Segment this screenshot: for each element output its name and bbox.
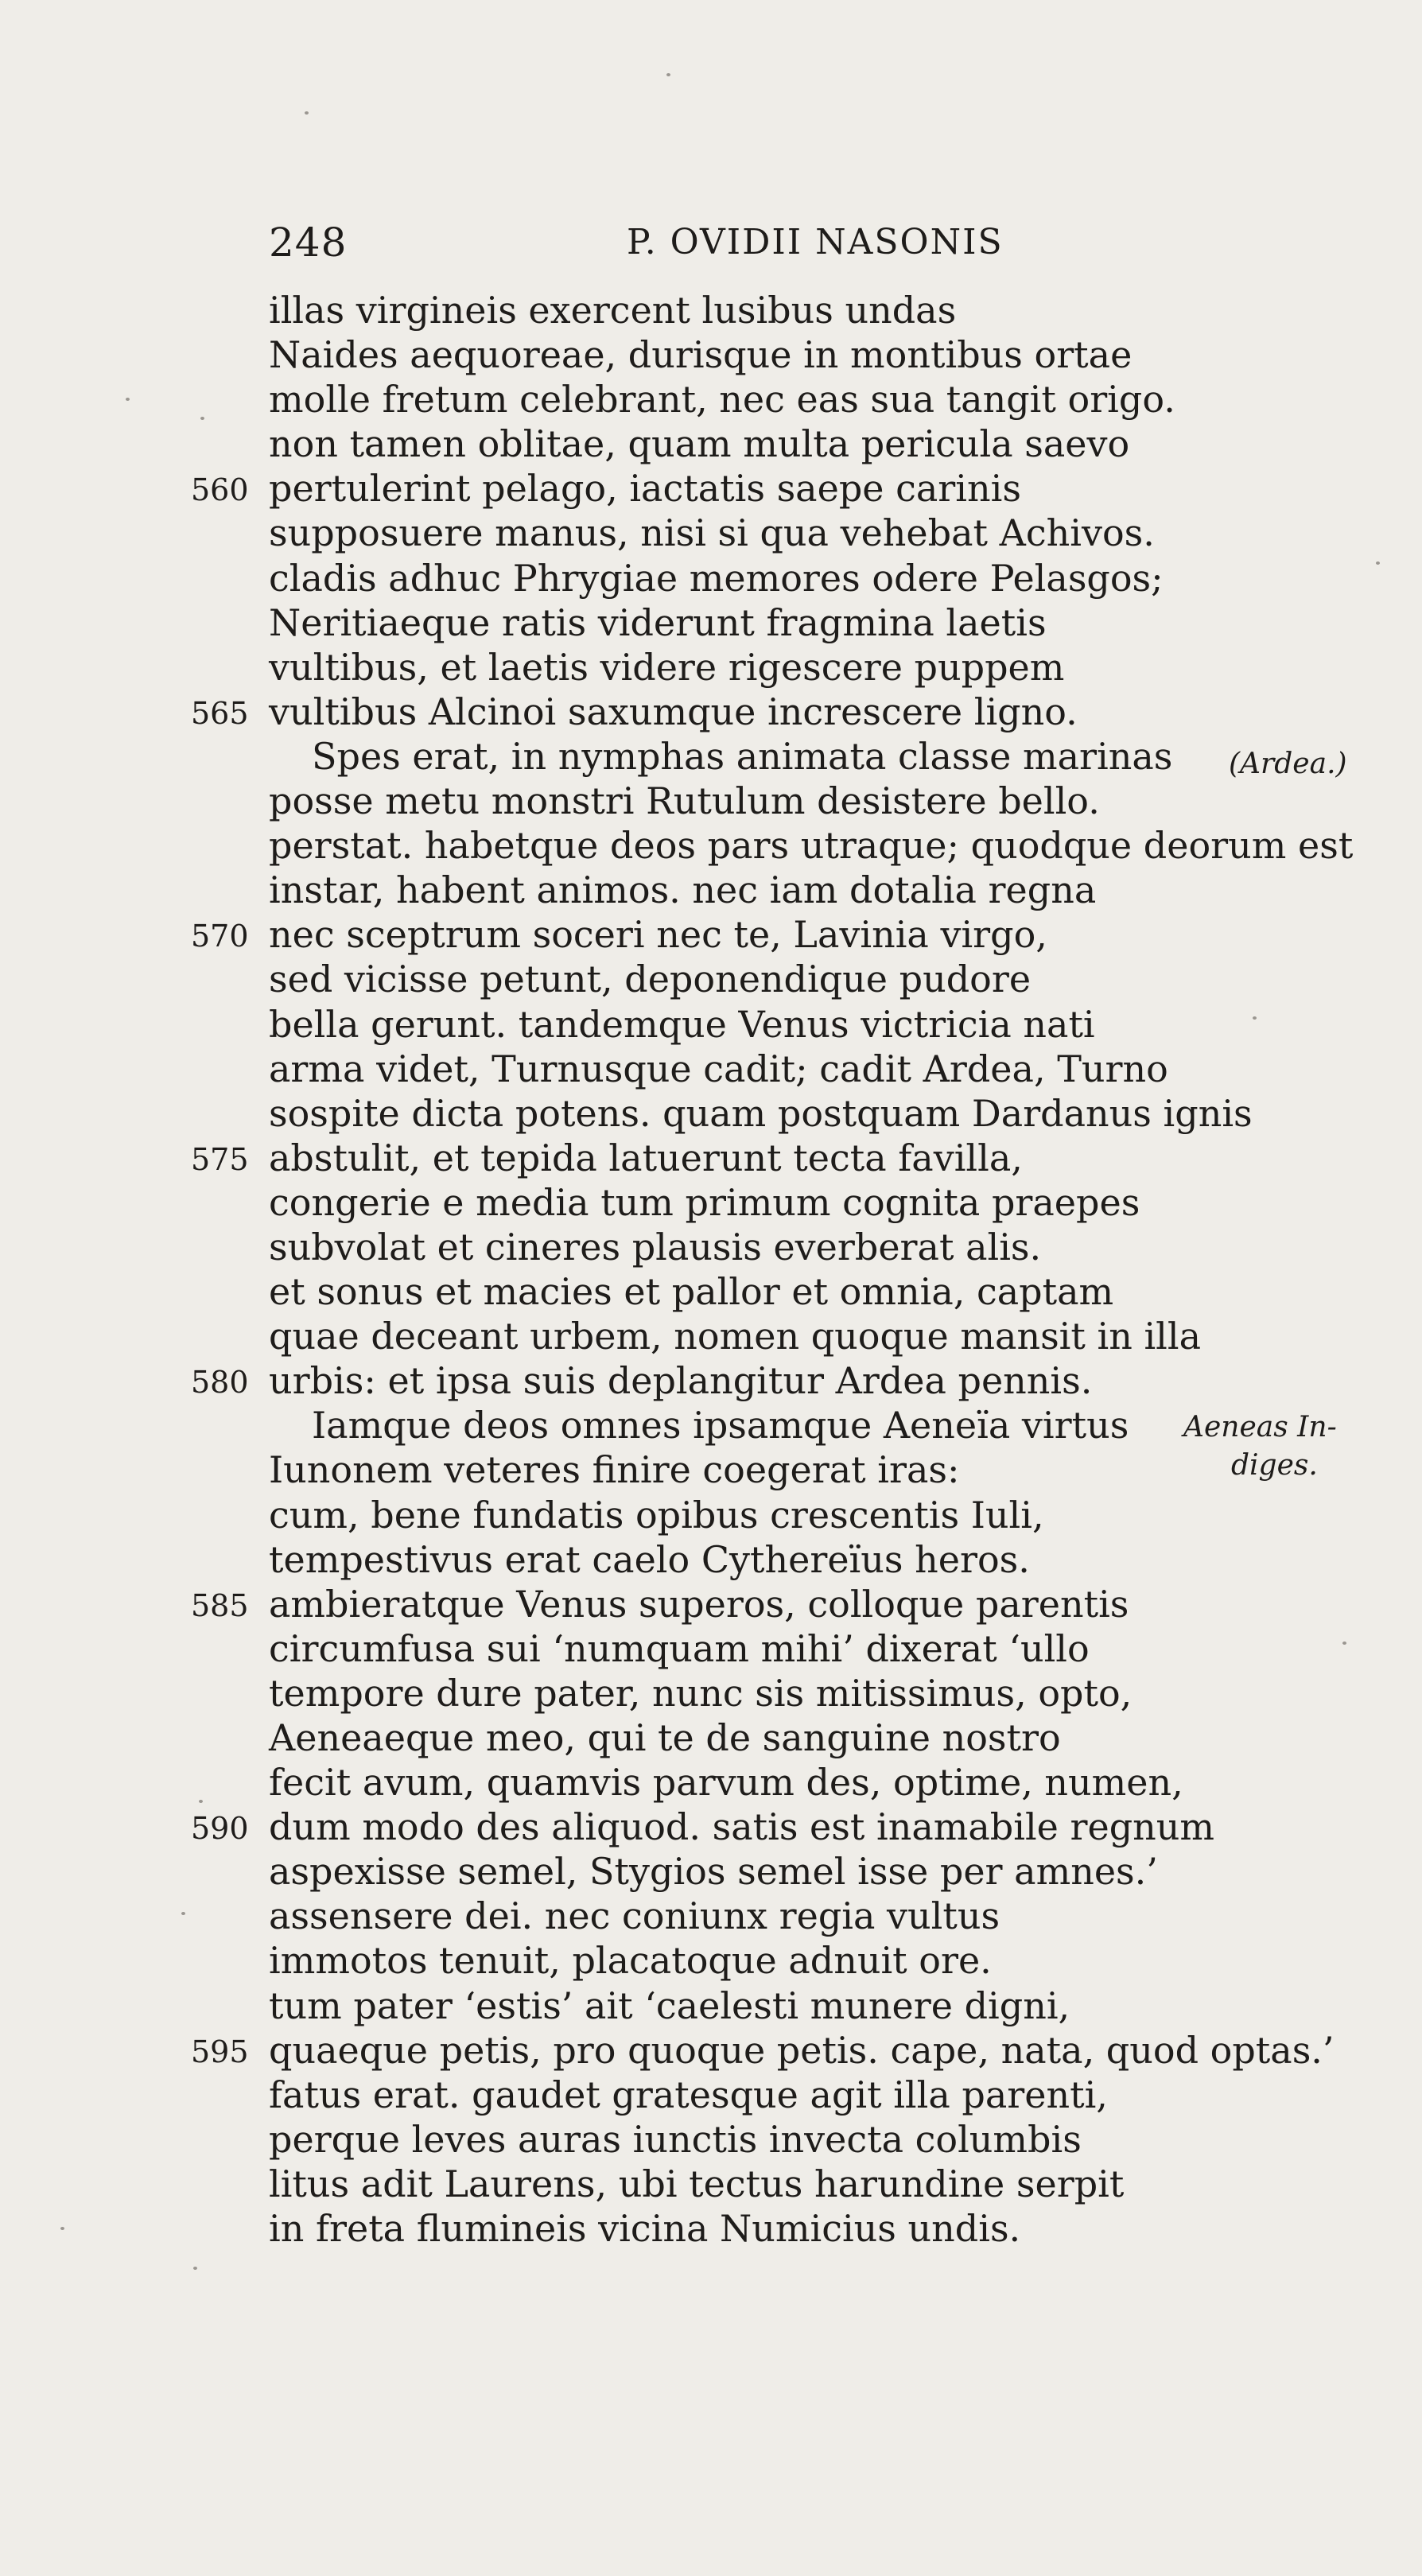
verse-line-text: illas virgineis exercent lusibus undas bbox=[269, 289, 957, 332]
verse-line-text: dum modo des aliquod. satis est inamabile regnum bbox=[269, 1805, 1215, 1849]
paper-speck bbox=[1253, 1016, 1257, 1020]
verse-line bbox=[0, 2028, 1422, 2073]
side-note-ardea: (Ardea.) bbox=[1229, 748, 1347, 780]
verse-line-text: posse metu monstri Rutulum desistere bello. bbox=[269, 779, 1100, 823]
paper-speck bbox=[193, 2267, 197, 2270]
verse-line-text: circumfusa sui ‘numquam mihi’ dixerat ‘ullo bbox=[269, 1626, 1090, 1670]
verse-line bbox=[0, 466, 1422, 511]
verse-line bbox=[0, 1493, 1422, 1537]
verse-line bbox=[0, 556, 1422, 600]
verse-line-text: sospite dicta potens. quam postquam Dardanus ignis bbox=[269, 1091, 1253, 1135]
verse-line-text: fecit avum, quamvis parvum des, optime, numen, bbox=[269, 1761, 1183, 1805]
paper-speck bbox=[305, 111, 309, 115]
verse-line-text: Naides aequoreae, durisque in montibus ortae bbox=[269, 333, 1133, 377]
verse-line bbox=[0, 1537, 1422, 1582]
verse-line bbox=[0, 1715, 1422, 1760]
verse-line-text: et sonus et macies et pallor et omnia, captam bbox=[269, 1270, 1114, 1314]
verse-line bbox=[0, 288, 1422, 332]
verse-line bbox=[0, 1582, 1422, 1626]
verse-line-text: bella gerunt. tandemque Venus victricia nati bbox=[269, 1002, 1095, 1046]
verse-line bbox=[0, 600, 1422, 645]
line-number: 585 bbox=[191, 1587, 249, 1623]
verse-line-text: litus adit Laurens, ubi tectus harundine serpit bbox=[269, 2162, 1125, 2205]
verse-line-text: subvolat et cineres plausis everberat alis. bbox=[269, 1225, 1042, 1269]
line-number: 565 bbox=[191, 695, 249, 731]
verse-line bbox=[0, 2162, 1422, 2206]
verse-line-text: congerie e media tum primum cognita praepes bbox=[269, 1180, 1140, 1224]
verse-line-text: quae deceant urbem, nomen quoque mansit in illa bbox=[269, 1315, 1202, 1358]
verse-line bbox=[0, 1805, 1422, 1849]
verse-line bbox=[0, 1047, 1422, 1091]
verse-line bbox=[0, 1626, 1422, 1671]
verse-line-text: vultibus Alcinoi saxumque increscere ligno. bbox=[269, 690, 1078, 733]
paper-speck bbox=[1342, 1642, 1346, 1645]
paper-speck bbox=[60, 2227, 64, 2230]
verse-line bbox=[0, 1447, 1422, 1492]
verse-line-text: tum pater ‘estis’ ait ‘caelesti munere digni, bbox=[269, 1983, 1070, 2027]
paper-speck bbox=[199, 1800, 203, 1803]
verse-line-text: urbis: et ipsa suis deplangitur Ardea pennis. bbox=[269, 1359, 1093, 1403]
verse-text bbox=[0, 288, 1422, 2251]
verse-line bbox=[0, 779, 1422, 823]
verse-line-text: abstulit, et tepida latuerunt tecta favilla, bbox=[269, 1136, 1023, 1179]
verse-line bbox=[0, 690, 1422, 734]
verse-line-text: cum, bene fundatis opibus crescentis Iuli, bbox=[269, 1493, 1044, 1537]
side-note-aeneas-line2: diges. bbox=[1231, 1449, 1318, 1482]
verse-line bbox=[0, 1671, 1422, 1715]
paper-speck bbox=[1376, 561, 1380, 565]
paper-speck bbox=[666, 73, 670, 76]
verse-line-text: fatus erat. gaudet gratesque agit illa parenti, bbox=[269, 2073, 1108, 2116]
verse-line bbox=[0, 1358, 1422, 1403]
verse-line-text: sed vicisse petunt, deponendique pudore bbox=[269, 958, 1032, 1001]
verse-line bbox=[0, 2206, 1422, 2251]
verse-line-text: assensere dei. nec coniunx regia vultus bbox=[269, 1894, 1000, 1938]
verse-line bbox=[0, 645, 1422, 690]
verse-line bbox=[0, 1091, 1422, 1136]
verse-line-text: in freta flumineis vicina Numicius undis. bbox=[269, 2207, 1021, 2251]
verse-line-text: instar, habent animos. nec iam dotalia regna bbox=[269, 868, 1097, 912]
verse-line bbox=[0, 2073, 1422, 2117]
verse-line bbox=[0, 957, 1422, 1001]
line-number: 560 bbox=[191, 472, 249, 508]
verse-line-text: vultibus, et laetis videre rigescere puppem bbox=[269, 645, 1065, 689]
verse-line bbox=[0, 868, 1422, 912]
verse-line-text: non tamen oblitae, quam multa pericula saevo bbox=[269, 422, 1130, 466]
verse-line bbox=[0, 332, 1422, 377]
paper-speck bbox=[200, 417, 204, 420]
verse-line-text: tempestivus erat caelo Cythereïus heros. bbox=[269, 1537, 1030, 1581]
line-number: 570 bbox=[191, 919, 249, 954]
verse-line-text: molle fretum celebrant, nec eas sua tangit origo. bbox=[269, 378, 1175, 422]
line-number: 595 bbox=[191, 2034, 249, 2069]
verse-line bbox=[0, 1314, 1422, 1358]
verse-line-text: cladis adhuc Phrygiae memores odere Pelasgos; bbox=[269, 556, 1164, 600]
verse-line bbox=[0, 1002, 1422, 1047]
verse-line-text: arma videt, Turnusque cadit; cadit Ardea, Turno bbox=[269, 1047, 1168, 1090]
verse-line bbox=[0, 1894, 1422, 1938]
verse-line-text: immotos tenuit, placatoque adnuit ore. bbox=[269, 1939, 992, 1983]
verse-line-text: Neritiaeque ratis viderunt fragmina laetis bbox=[269, 600, 1047, 644]
paper-speck bbox=[181, 1912, 185, 1915]
verse-line-text: Iunonem veteres finire coegerat iras: bbox=[269, 1448, 960, 1492]
verse-line-text: tempore dure pater, nunc sis mitissimus, opto, bbox=[269, 1671, 1133, 1715]
verse-line-text: ambieratque Venus superos, colloque parentis bbox=[269, 1582, 1129, 1626]
verse-line bbox=[0, 422, 1422, 466]
verse-line-text: Spes erat, in nymphas animata classe marinas bbox=[312, 734, 1173, 778]
verse-line bbox=[0, 912, 1422, 957]
page-number: 248 bbox=[269, 220, 348, 266]
verse-line-text: Iamque deos omnes ipsamque Aeneïa virtus bbox=[312, 1404, 1129, 1447]
running-head: P. OVIDII NASONIS bbox=[627, 222, 1004, 262]
verse-line bbox=[0, 2117, 1422, 2162]
verse-line-text: nec sceptrum soceri nec te, Lavinia virgo, bbox=[269, 913, 1047, 957]
line-number: 575 bbox=[191, 1141, 249, 1177]
paper-speck bbox=[126, 398, 130, 401]
verse-line bbox=[0, 1136, 1422, 1180]
verse-line bbox=[0, 377, 1422, 422]
verse-line bbox=[0, 1938, 1422, 1983]
verse-line-text: supposuere manus, nisi si qua vehebat Achivos. bbox=[269, 511, 1155, 555]
verse-line-text: quaeque petis, pro quoque petis. cape, nata, quod optas.’ bbox=[269, 2028, 1335, 2072]
line-number: 580 bbox=[191, 1365, 249, 1401]
verse-line-text: perstat. habetque deos pars utraque; quodque deorum est bbox=[269, 824, 1354, 868]
verse-line bbox=[0, 1180, 1422, 1225]
verse-line bbox=[0, 734, 1422, 779]
side-note-aeneas-line1: Aeneas In- bbox=[1183, 1411, 1337, 1443]
line-number: 590 bbox=[191, 1811, 249, 1847]
verse-line bbox=[0, 1983, 1422, 2028]
verse-line bbox=[0, 1269, 1422, 1314]
verse-line-text: Aeneaeque meo, qui te de sanguine nostro bbox=[269, 1716, 1061, 1759]
verse-line bbox=[0, 823, 1422, 868]
page-header bbox=[269, 215, 1104, 270]
verse-line-text: aspexisse semel, Stygios semel isse per amnes.’ bbox=[269, 1850, 1158, 1894]
verse-line bbox=[0, 511, 1422, 555]
verse-line bbox=[0, 1225, 1422, 1269]
verse-line-text: perque leves auras iunctis invecta columbis bbox=[269, 2117, 1082, 2161]
verse-line bbox=[0, 1849, 1422, 1894]
verse-line bbox=[0, 1760, 1422, 1805]
verse-line-text: pertulerint pelago, iactatis saepe carinis bbox=[269, 467, 1021, 511]
